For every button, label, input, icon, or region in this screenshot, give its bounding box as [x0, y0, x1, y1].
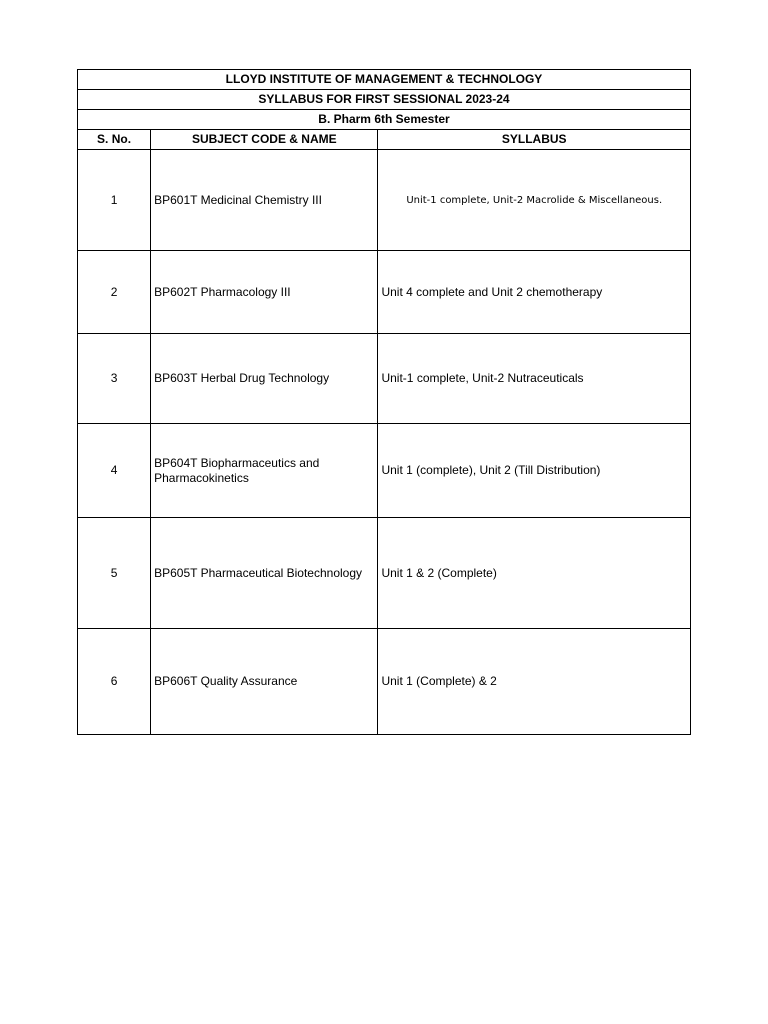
row-syllabus: Unit 4 complete and Unit 2 chemotherapy [378, 251, 691, 334]
column-header-row [78, 130, 691, 150]
syllabus-table [77, 69, 691, 735]
row-subject: BP604T Biopharmaceutics and Pharmacokinetics [151, 424, 378, 518]
table-row [78, 251, 691, 334]
row-subject: BP606T Quality Assurance [151, 629, 378, 735]
row-sno: 3 [78, 334, 151, 424]
table-row [78, 424, 691, 518]
row-syllabus: Unit 1 & 2 (Complete) [378, 518, 691, 629]
table-row [78, 334, 691, 424]
subtitle-row [78, 90, 691, 110]
table-row [78, 518, 691, 629]
table-row [78, 629, 691, 735]
semester-title: B. Pharm 6th Semester [78, 110, 691, 130]
row-subject: BP601T Medicinal Chemistry III [151, 150, 378, 251]
row-syllabus: Unit 1 (Complete) & 2 [378, 629, 691, 735]
row-sno: 6 [78, 629, 151, 735]
institute-title: LLOYD INSTITUTE OF MANAGEMENT & TECHNOLOGY [78, 70, 691, 90]
row-sno: 1 [78, 150, 151, 251]
row-subject: BP602T Pharmacology III [151, 251, 378, 334]
row-syllabus: Unit-1 complete, Unit-2 Macrolide & Miscellaneous. [378, 150, 691, 251]
row-syllabus: Unit 1 (complete), Unit 2 (Till Distribution) [378, 424, 691, 518]
exam-title: SYLLABUS FOR FIRST SESSIONAL 2023-24 [78, 90, 691, 110]
row-subject: BP603T Herbal Drug Technology [151, 334, 378, 424]
row-syllabus: Unit-1 complete, Unit-2 Nutraceuticals [378, 334, 691, 424]
column-header-sno: S. No. [78, 130, 151, 150]
title-row [78, 70, 691, 90]
column-header-syllabus: SYLLABUS [378, 130, 691, 150]
row-sno: 2 [78, 251, 151, 334]
column-header-subject: SUBJECT CODE & NAME [151, 130, 378, 150]
table-row [78, 150, 691, 251]
row-sno: 5 [78, 518, 151, 629]
row-sno: 4 [78, 424, 151, 518]
semester-row [78, 110, 691, 130]
row-subject: BP605T Pharmaceutical Biotechnology [151, 518, 378, 629]
